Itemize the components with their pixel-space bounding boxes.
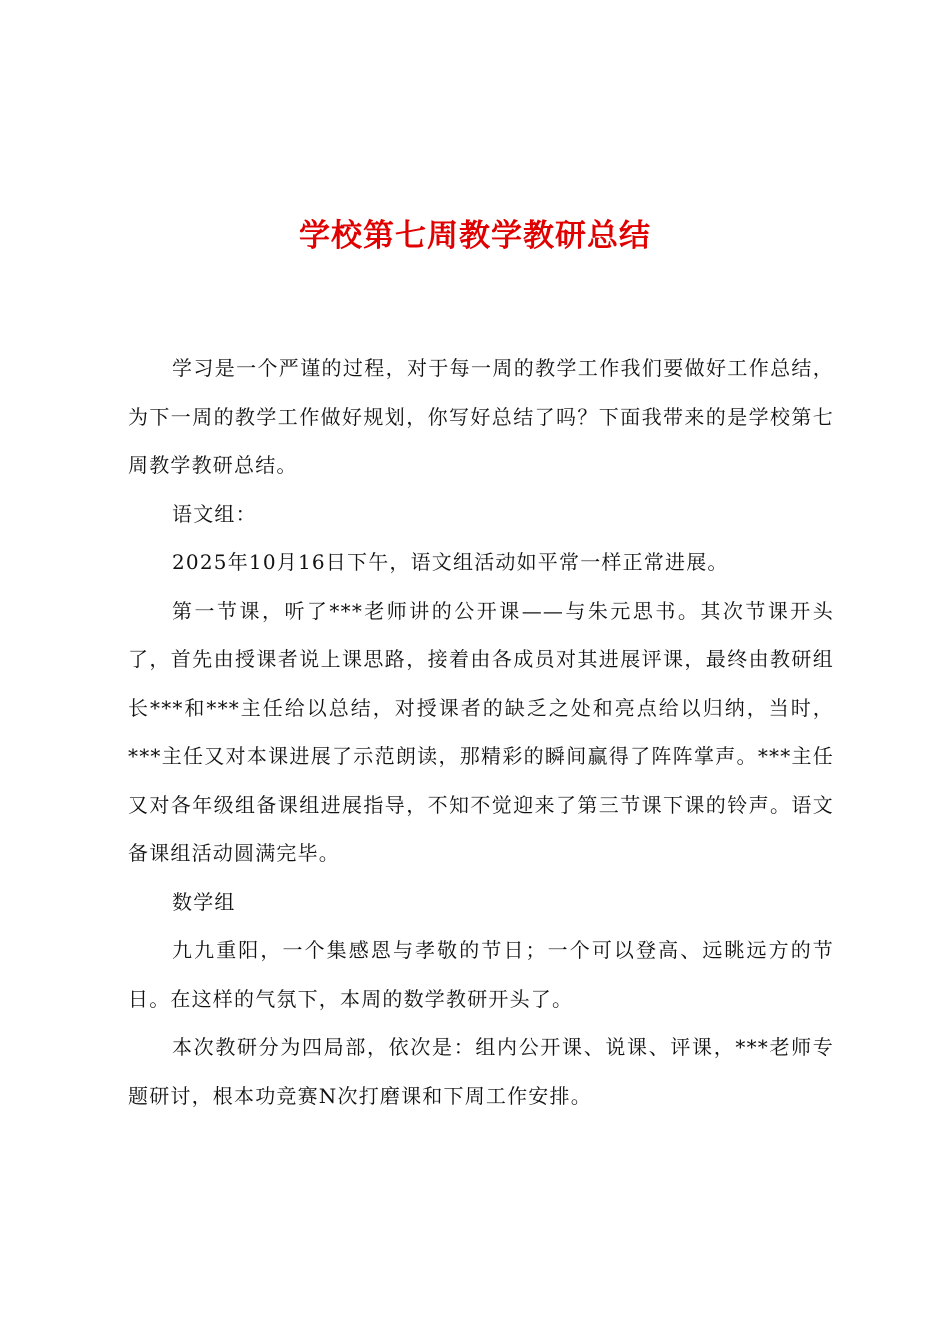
math-group-intro-paragraph: 九九重阳，一个集感恩与孝敬的节日；一个可以登高、远眺远方的节日。在这样的气氛下，本周的数学教研开头了。 — [128, 938, 834, 1011]
chinese-group-date-paragraph: 2025年10月16日下午，语文组活动如平常一样正常进展。 — [172, 550, 729, 574]
document-title: 学校第七周教学教研总结 — [299, 218, 651, 254]
chinese-group-activity-paragraph: 第一节课，听了***老师讲的公开课——与朱元思书。其次节课开头了，首先由授课者说上课思路，接着由各成员对其进展评课，最终由教研组长***和***主任给以总结，对授课者的缺乏之处和亮点给以归纳，当时，***主任又对本课进展了示范朗读，那精彩的瞬间赢得了阵阵掌声。***主任又对各年级组备课组进展指导，不知不觉迎来了第三节课下课的铃声。语文备课组活动圆满完毕。 — [128, 598, 834, 865]
math-group-heading: 数学组 — [172, 889, 236, 914]
document-body — [128, 344, 834, 1120]
math-group-agenda-paragraph: 本次教研分为四局部，依次是：组内公开课、说课、评课，***老师专题研讨，根本功竞赛N次打磨课和下周工作安排。 — [128, 1035, 834, 1108]
chinese-group-heading: 语文组： — [172, 501, 257, 526]
intro-paragraph: 学习是一个严谨的过程，对于每一周的教学工作我们要做好工作总结，为下一周的教学工作做好规划，你写好总结了吗？下面我带来的是学校第七周教学教研总结。 — [128, 356, 834, 477]
